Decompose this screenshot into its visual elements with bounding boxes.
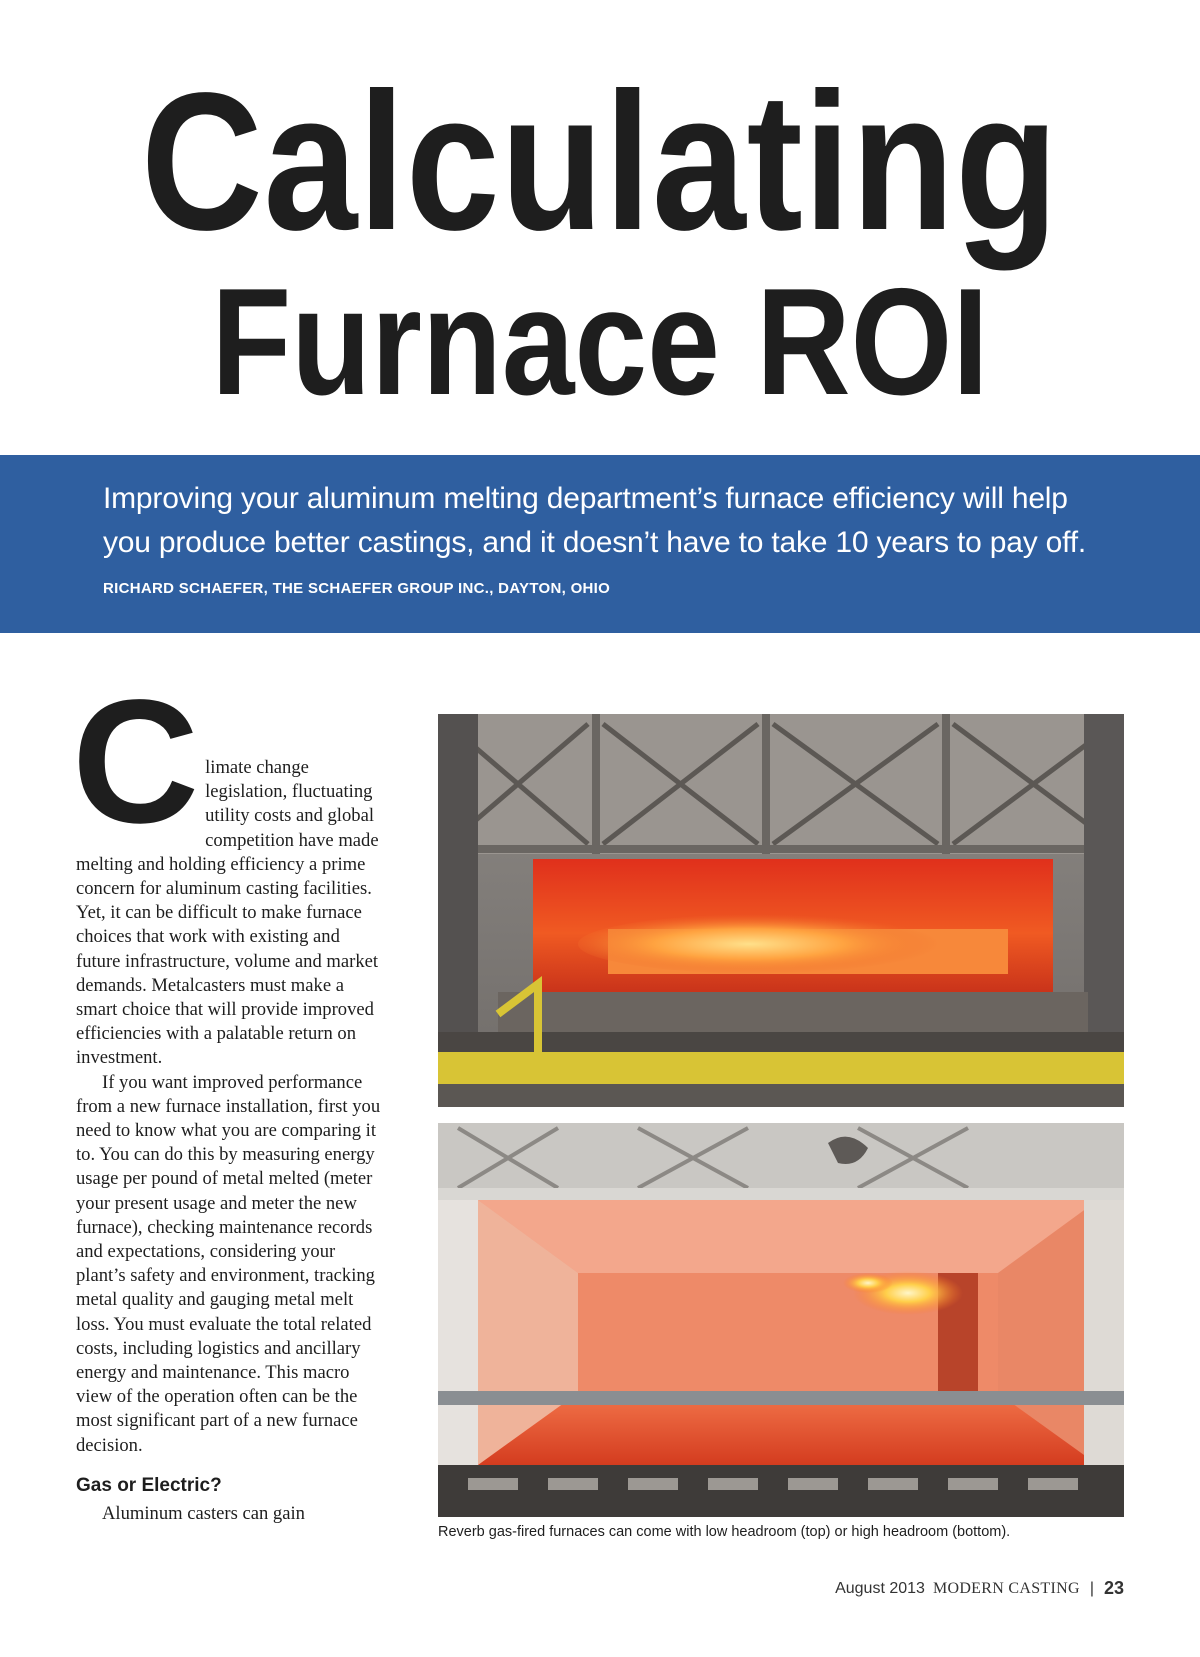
headline-line-1: Calculating (141, 52, 1059, 271)
page-footer (835, 1578, 1124, 1599)
drop-cap: C (72, 664, 200, 860)
furnace-photo-low-headroom (438, 714, 1124, 1107)
photo-caption: Reverb gas-fired furnaces can come with low headroom (top) or high headroom (bottom). (438, 1524, 1011, 1540)
issue-date: August 2013 (835, 1579, 925, 1597)
furnace-photo-low-headroom-image (438, 714, 1124, 1107)
deck-text: Improving your aluminum melting department’s furnace efficiency will help you produce better castings, and it doesn’t have to take 10 years to pay off. (103, 482, 1087, 559)
body-paragraph-2: If you want improved performance from a new furnace installation, first you need to know what you are comparing it to. You can do this by measuring energy usage per pound of metal melted (meter your present usage and meter the new furnace), checking maintenance records and expectations, considering your plant’s safety and environment, tracking metal quality and gauging metal melt loss. You must evaluate the total related costs, including logistics and ancillary energy and maintenance. This macro view of the operation often can be the most significant part of a new furnace decision. (76, 1071, 381, 1456)
byline: RICHARD SCHAEFER, THE SCHAEFER GROUP INC., DAYTON, OHIO (103, 580, 611, 597)
page-number: 23 (1103, 1578, 1124, 1598)
body-column (72, 664, 386, 1526)
furnace-photo-high-headroom-image (438, 1123, 1124, 1517)
footer-divider: | (1089, 1579, 1094, 1597)
magazine-name: MODERN CASTING (932, 1579, 1080, 1597)
body-paragraph-1: limate change legislation, fluctuating utility costs and global competition have made melting and holding efficiency a prime concern for aluminum casting facilities. Yet, it can be difficult to make furnace choices that work with existing and future infrastructure, volume and market demands. Metalcasters must make a smart choice that will provide improved efficiencies with a palatable return on investment. (76, 757, 379, 1069)
deck-banner (0, 455, 1200, 633)
furnace-photo-high-headroom (438, 1123, 1124, 1517)
headline-line-2: Furnace ROI (211, 257, 989, 427)
body-paragraph-3: Aluminum casters can gain (102, 1503, 305, 1525)
subhead-gas-or-electric: Gas or Electric? (76, 1474, 222, 1496)
